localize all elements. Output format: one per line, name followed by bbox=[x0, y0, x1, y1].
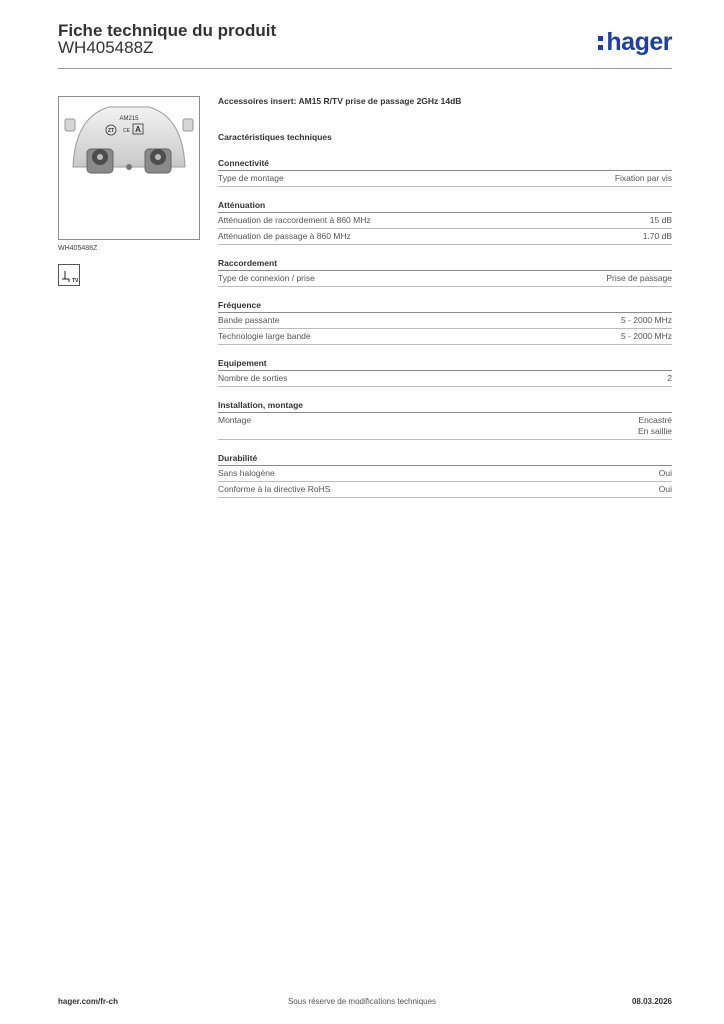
footer-date: 08.03.2026 bbox=[631, 997, 672, 1006]
photo-caption: WH405488Z bbox=[58, 245, 98, 252]
footer-website[interactable]: hager.com/fr-ch bbox=[58, 997, 119, 1006]
spec-row bbox=[218, 313, 672, 329]
spec-group bbox=[218, 158, 672, 187]
spec-value bbox=[643, 231, 672, 242]
spec-value-line: En saillie bbox=[637, 426, 672, 436]
spec-content bbox=[218, 96, 672, 498]
spec-value bbox=[638, 415, 672, 437]
svg-text:A: A bbox=[135, 125, 141, 134]
spec-group bbox=[218, 300, 672, 345]
spec-group bbox=[218, 358, 672, 387]
product-title: Accessoires insert: AM15 R/TV prise de passage 2GHz 14dB bbox=[218, 96, 462, 106]
product-reference: WH405488Z bbox=[58, 38, 154, 57]
spec-group-title: Fréquence bbox=[218, 300, 672, 313]
spec-label: Type de connexion / prise bbox=[218, 273, 315, 283]
spec-value-line: Oui bbox=[658, 468, 672, 478]
spec-label: Sans halogène bbox=[218, 468, 275, 478]
spec-group-title: Atténuation bbox=[218, 200, 672, 213]
spec-value-line: Fixation par vis bbox=[614, 173, 672, 183]
spec-label: Atténuation de passage à 860 MHz bbox=[218, 231, 351, 241]
svg-text:CE: CE bbox=[123, 128, 130, 134]
spec-group-title: Equipement bbox=[218, 358, 672, 371]
antenna-icon bbox=[59, 265, 79, 285]
spec-value bbox=[667, 373, 672, 384]
spec-heading: Caractéristiques techniques bbox=[218, 132, 332, 142]
footer-disclaimer: Sous réserve de modifications techniques bbox=[287, 997, 437, 1006]
spec-value bbox=[650, 215, 672, 226]
spec-value-line: 15 dB bbox=[649, 215, 672, 225]
spec-group bbox=[218, 258, 672, 287]
spec-groups bbox=[218, 158, 672, 498]
header-divider bbox=[58, 68, 672, 69]
spec-value-line: Oui bbox=[658, 484, 672, 494]
logo-colon-icon bbox=[598, 34, 604, 52]
spec-row bbox=[218, 271, 672, 287]
logo-text: hager bbox=[606, 28, 672, 56]
spec-row bbox=[218, 213, 672, 229]
spec-value-line: 5 - 2000 MHz bbox=[620, 315, 672, 325]
page-title: Fiche technique du produit bbox=[58, 21, 277, 40]
spec-row bbox=[218, 482, 672, 498]
spec-row bbox=[218, 371, 672, 387]
spec-label: Conforme à la directive RoHS bbox=[218, 484, 331, 494]
spec-value bbox=[659, 468, 672, 479]
spec-group-title: Installation, montage bbox=[218, 400, 672, 413]
spec-label: Technologie large bande bbox=[218, 331, 311, 341]
spec-row bbox=[218, 171, 672, 187]
brand-logo bbox=[598, 28, 672, 57]
spec-group bbox=[218, 453, 672, 498]
spec-value bbox=[659, 484, 672, 495]
spec-value bbox=[621, 331, 672, 342]
tv-socket-pictogram bbox=[58, 264, 80, 286]
spec-group-title: Raccordement bbox=[218, 258, 672, 271]
spec-group bbox=[218, 400, 672, 440]
spec-value-line: Prise de passage bbox=[606, 273, 672, 283]
spec-label: Atténuation de raccordement à 860 MHz bbox=[218, 215, 371, 225]
spec-row bbox=[218, 329, 672, 345]
spec-group-title: Durabilité bbox=[218, 453, 672, 466]
model-label: AM215 bbox=[119, 116, 139, 122]
spec-value-line: 5 - 2000 MHz bbox=[620, 331, 672, 341]
spec-label: Montage bbox=[218, 415, 252, 425]
spec-value bbox=[615, 173, 672, 184]
svg-text:ZT: ZT bbox=[107, 128, 115, 134]
spec-value-line: 1.70 dB bbox=[642, 231, 672, 241]
product-photo bbox=[59, 97, 199, 239]
spec-label: Nombre de sorties bbox=[218, 373, 288, 383]
spec-label: Bande passante bbox=[218, 315, 280, 325]
spec-row bbox=[218, 466, 672, 482]
spec-row bbox=[218, 229, 672, 245]
spec-row bbox=[218, 413, 672, 440]
product-photo-frame bbox=[58, 96, 200, 240]
spec-value-line: 2 bbox=[667, 373, 672, 383]
spec-group-title: Connectivité bbox=[218, 158, 672, 171]
spec-label: Type de montage bbox=[218, 173, 284, 183]
spec-group bbox=[218, 200, 672, 245]
spec-value bbox=[606, 273, 672, 284]
spec-value-line: Encastré bbox=[638, 415, 672, 425]
spec-value bbox=[621, 315, 672, 326]
pictogram-label: TV bbox=[72, 278, 79, 284]
